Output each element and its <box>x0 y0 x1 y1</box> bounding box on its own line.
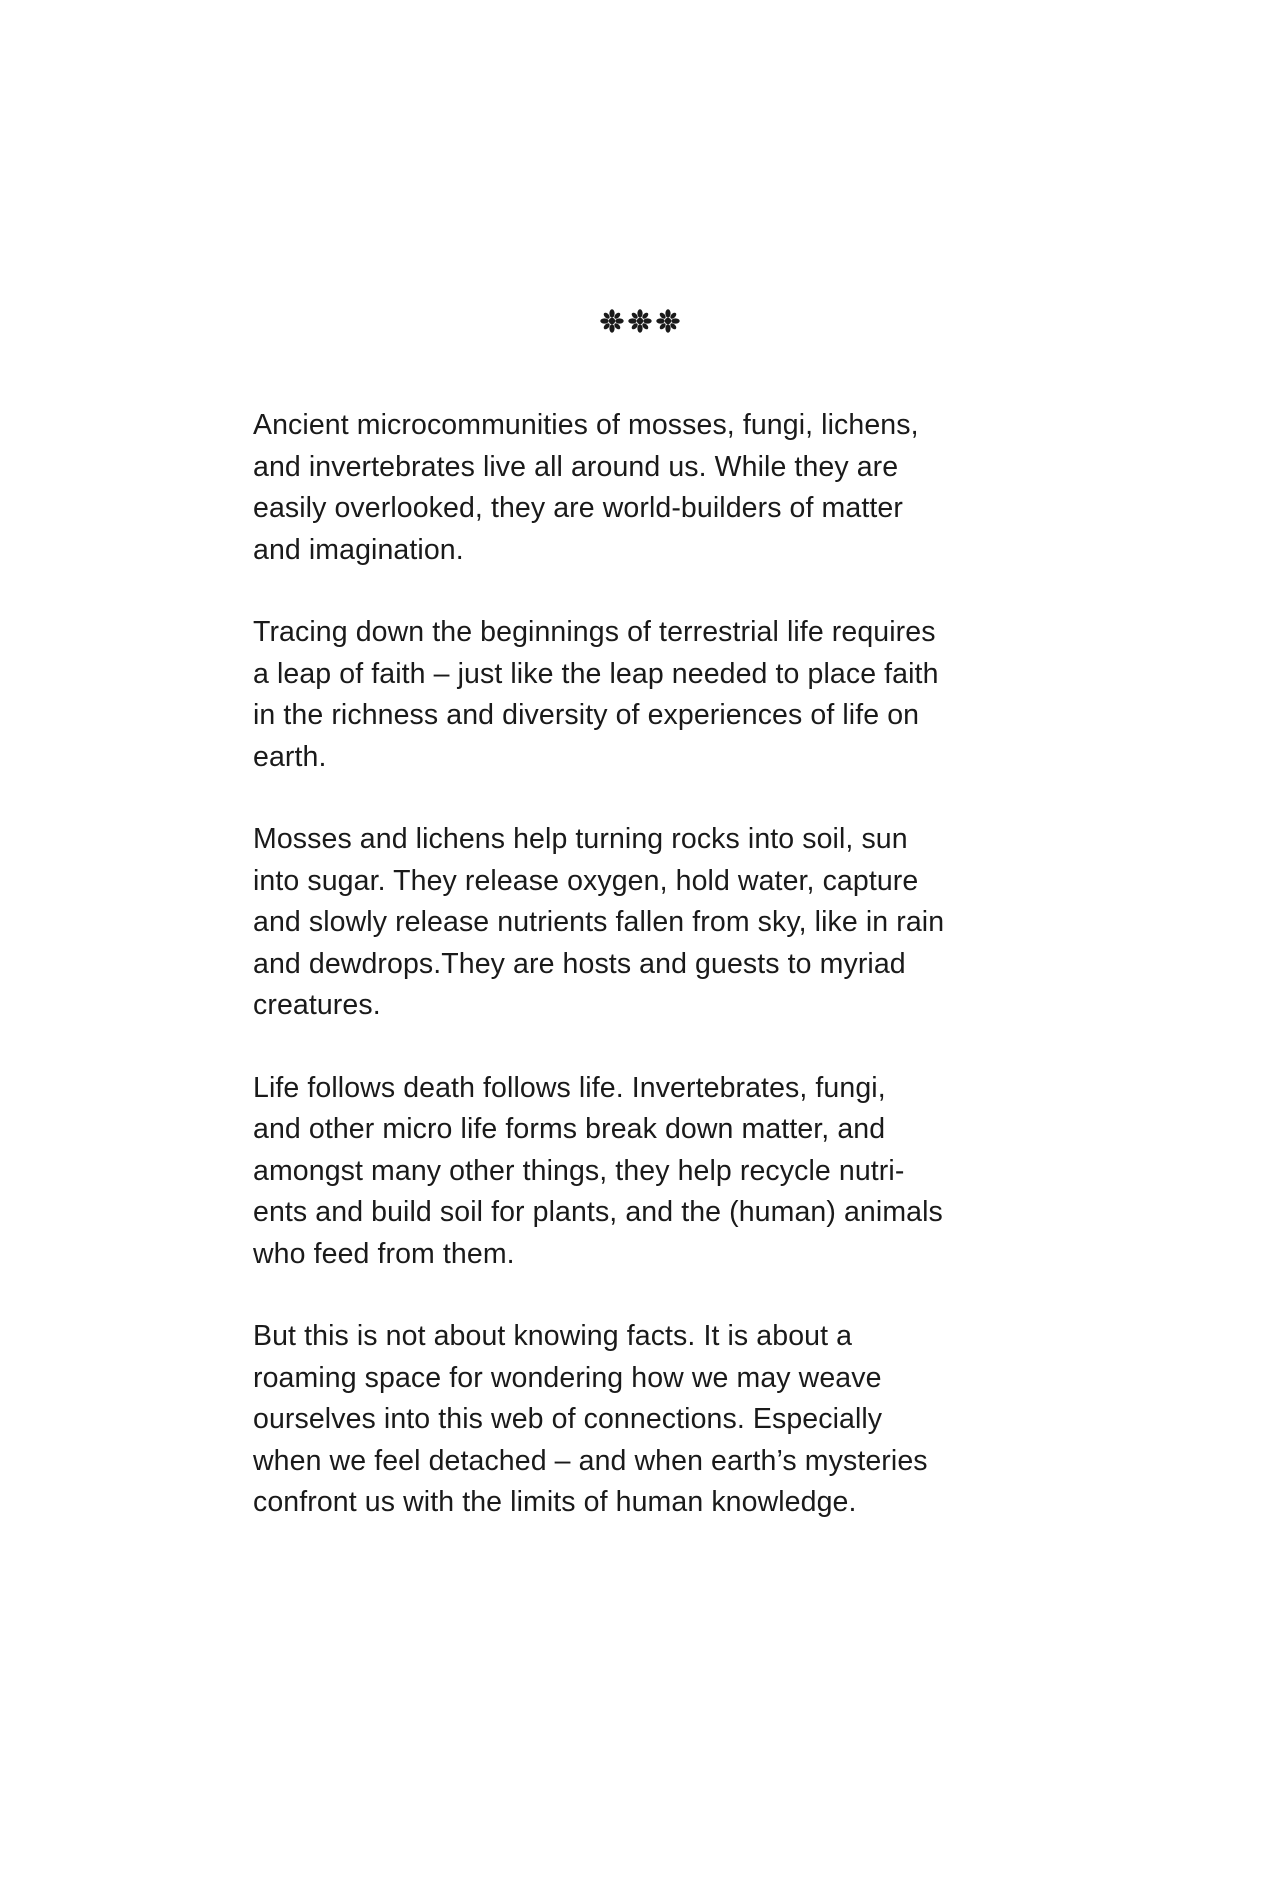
body-text <box>253 405 1033 1565</box>
paragraph-terrestrial-life: Tracing down the beginnings of terrestrial life requires a leap of faith – just like the leap needed to place faith in the richness and diversity of experiences of life on earth. <box>253 616 939 773</box>
flower-ornament-icon <box>627 308 653 334</box>
flower-ornament-icon <box>599 308 625 334</box>
paragraph-microcommunities: Ancient microcommunities of mosses, fungi, lichens, and invertebrates live all around us. While they are easily overlooked, they are world-builders of matter and imagination. <box>253 409 919 566</box>
paragraph-not-about-facts: But this is not about knowing facts. It is about a roaming space for wondering how we may weave ourselves into this web of connections. Especially when we feel detached – and when earth’s mysteries confront us with the limits of human knowledge. <box>253 1320 928 1518</box>
paragraph-life-follows-death: Life follows death follows life. Invertebrates, fungi, and other micro life forms break down matter, and amongst many other things, they help recycle nutri- ents and build soil for plants, and the (human) animals who feed from them. <box>253 1071 943 1270</box>
section-ornament <box>0 308 1279 334</box>
flower-ornament-icon <box>655 308 681 334</box>
paragraph-mosses-lichens: Mosses and lichens help turning rocks into soil, sun into sugar. They release oxygen, hold water, capture and slowly release nutrients fallen from sky, like in rain and dewdrops.They are hosts and guests to myriad creatures. <box>253 823 945 1021</box>
